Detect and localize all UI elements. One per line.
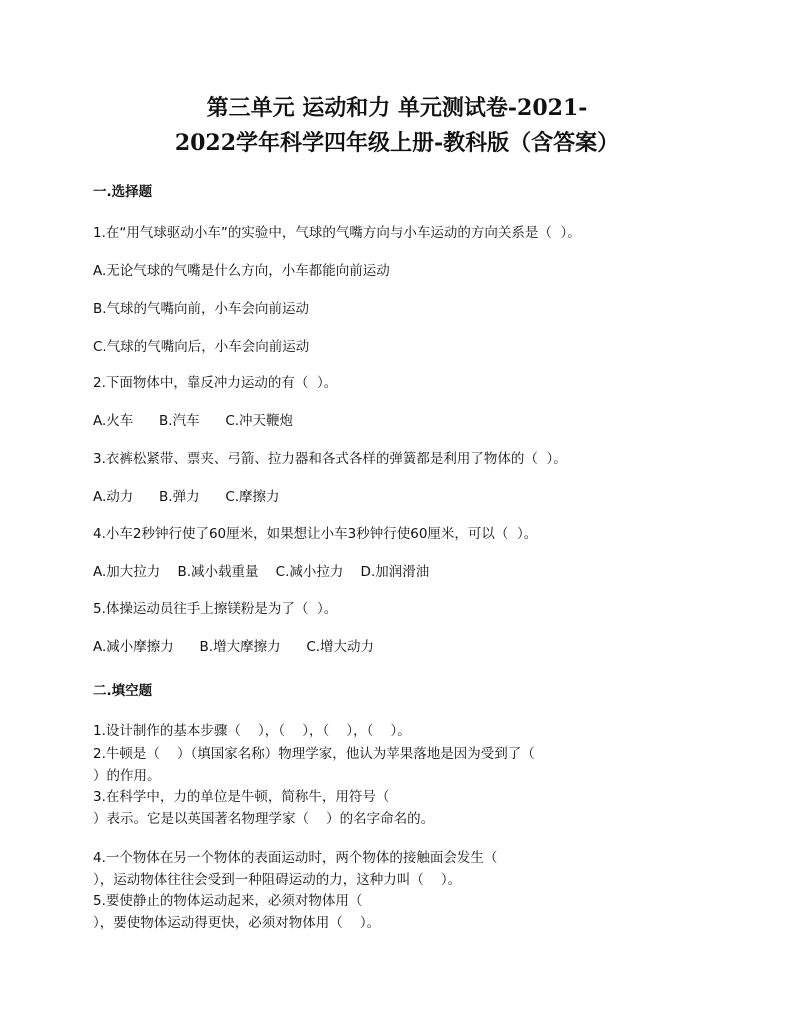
fill-question-1: 1.设计制作的基本步骤（ ），（ ），（ ），（ ）。 [93, 723, 411, 739]
fill-question-3-line-2: ）表示。它是以英国著名物理学家（ ）的名字命名的。 [93, 811, 435, 827]
fill-question-5-line-2: ），要使物体运动得更快，必须对物体用（ ）。 [93, 915, 381, 931]
question-1-option-c: C.气球的气嘴向后，小车会向前运动 [93, 339, 310, 355]
section-heading-choice: 一.选择题 [93, 184, 153, 200]
fill-question-3-line-1: 3.在科学中，力的单位是牛顿，简称牛，用符号（ [93, 789, 390, 805]
fill-question-2-line-2: ）的作用。 [93, 768, 161, 784]
question-4-options: A.加大拉力 B.减小载重量 C.减小拉力 D.加润滑油 [93, 564, 430, 580]
fill-question-5-line-1: 5.要使静止的物体运动起来，必须对物体用（ [93, 893, 363, 909]
question-2-options: A.火车 B.汽车 C.冲天鞭炮 [93, 413, 294, 429]
document-title-line-2: 2022学年科学四年级上册-教科版（含答案） [174, 130, 620, 156]
question-1-option-a: A.无论气球的气嘴是什么方向，小车都能向前运动 [93, 263, 390, 279]
question-5-options: A.减小摩擦力 B.增大摩擦力 C.增大动力 [93, 639, 375, 655]
question-4: 4.小车2秒钟行使了60厘米，如果想让小车3秒钟行使60厘米，可以（ ）。 [93, 526, 538, 542]
document-title-line-1: 第三单元 运动和力 单元测试卷-2021- [206, 95, 588, 121]
section-heading-fill: 二.填空题 [93, 683, 153, 699]
fill-question-4-line-1: 4.一个物体在另一个物体的表面运动时，两个物体的接触面会发生（ [93, 850, 498, 866]
question-3: 3.衣裤松紧带、票夹、弓箭、拉力器和各式各样的弹簧都是利用了物体的（ ）。 [93, 451, 567, 467]
fill-question-2-line-1: 2.牛顿是（ ）（填国家名称）物理学家，他认为苹果落地是因为受到了（ [93, 746, 535, 762]
question-2: 2.下面物体中，靠反冲力运动的有（ ）。 [93, 375, 338, 391]
question-5: 5.体操运动员往手上擦镁粉是为了（ ）。 [93, 601, 338, 617]
question-1: 1.在“用气球驱动小车”的实验中，气球的气嘴方向与小车运动的方向关系是（ ）。 [93, 225, 581, 241]
question-3-options: A.动力 B.弹力 C.摩擦力 [93, 489, 280, 505]
fill-question-4-line-2: ），运动物体往往会受到一种阻碍运动的力，这种力叫（ ）。 [93, 872, 462, 888]
question-1-option-b: B.气球的气嘴向前，小车会向前运动 [93, 301, 310, 317]
